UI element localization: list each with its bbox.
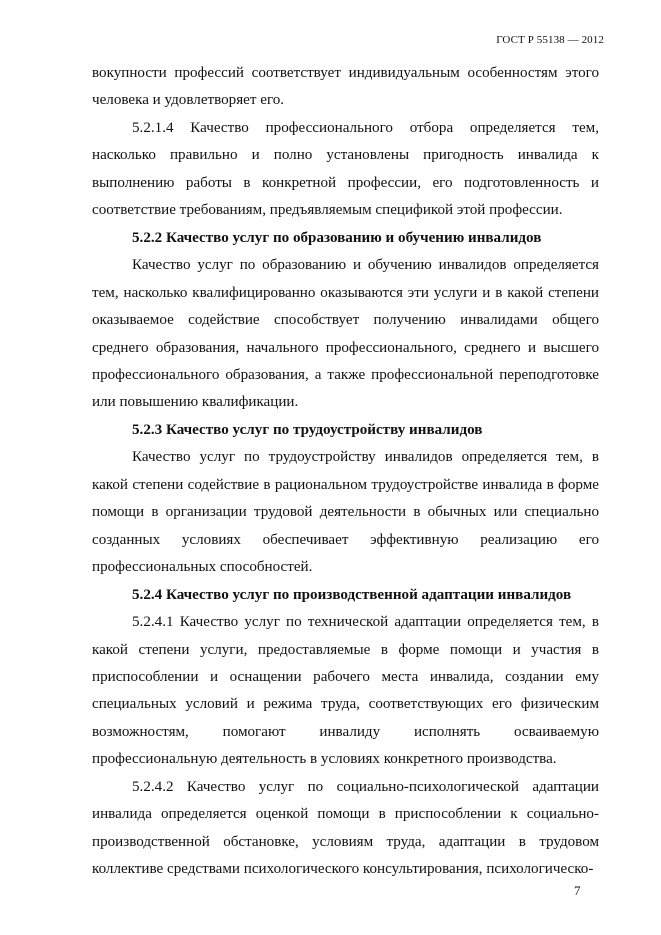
section-heading-5-2-4: 5.2.4 Качество услуг по производственной адаптации инвалидов [132,586,572,603]
document-body [92,60,599,884]
paragraph-education-quality: Качество услуг по образованию и обучению инвалидов определяется тем, насколько квалифицированно оказываются эти услуги и в какой степени оказываемое содействие способствует получению инвалидами общего среднего образования, начального профессионального, среднего и высшего профессионального образования, а также профессиональной переподготовке или повышению квалификации. [92,257,599,411]
paragraph-employment-quality: Качество услуг по трудоустройству инвалидов определяется тем, в какой степени содействие в рациональном трудоустройстве инвалида в форме помощи в организации трудовой деятельности в обычных или специально созданных условиях обеспечивает эффективную реализацию его профессиональных способностей. [92,449,599,576]
section-heading-5-2-2: 5.2.2 Качество услуг по образованию и обучению инвалидов [132,229,542,246]
page-number: 7 [574,883,581,898]
paragraph-5-2-1-4: 5.2.1.4 Качество профессионального отбора определяется тем, насколько правильно и полно установлены пригодность инвалида к выполнению работы в конкретной профессии, его подготовленность и соответствие требованиям, предъявляемым спецификой этой профессии. [92,119,599,219]
paragraph-5-2-4-1: 5.2.4.1 Качество услуг по технической адаптации определяется тем, в какой степени услуги, предоставляемые в форме помощи и участия в приспособлении и оснащении рабочего места инвалида, создании ему специальных условий и режима труда, соответствующих его физическим возможностям, помогают инвалиду исполнять осваиваемую профессиональную деятельность в условиях конкретного производства. [92,614,599,768]
paragraph-5-2-4-2: 5.2.4.2 Качество услуг по социально-психологической адаптации инвалида определяется оценкой помощи в приспособлении к социально-производственной обстановке, условиям труда, адаптации в трудовом коллективе средствами психологического консультирования, психологическо- [92,778,599,878]
standard-header: ГОСТ Р 55138 — 2012 [496,34,604,46]
section-heading-5-2-3: 5.2.3 Качество услуг по трудоустройству инвалидов [132,421,483,438]
paragraph-continuation: вокупности профессий соответствует индивидуальным особенностям этого человека и удовлетворяет его. [92,65,599,109]
